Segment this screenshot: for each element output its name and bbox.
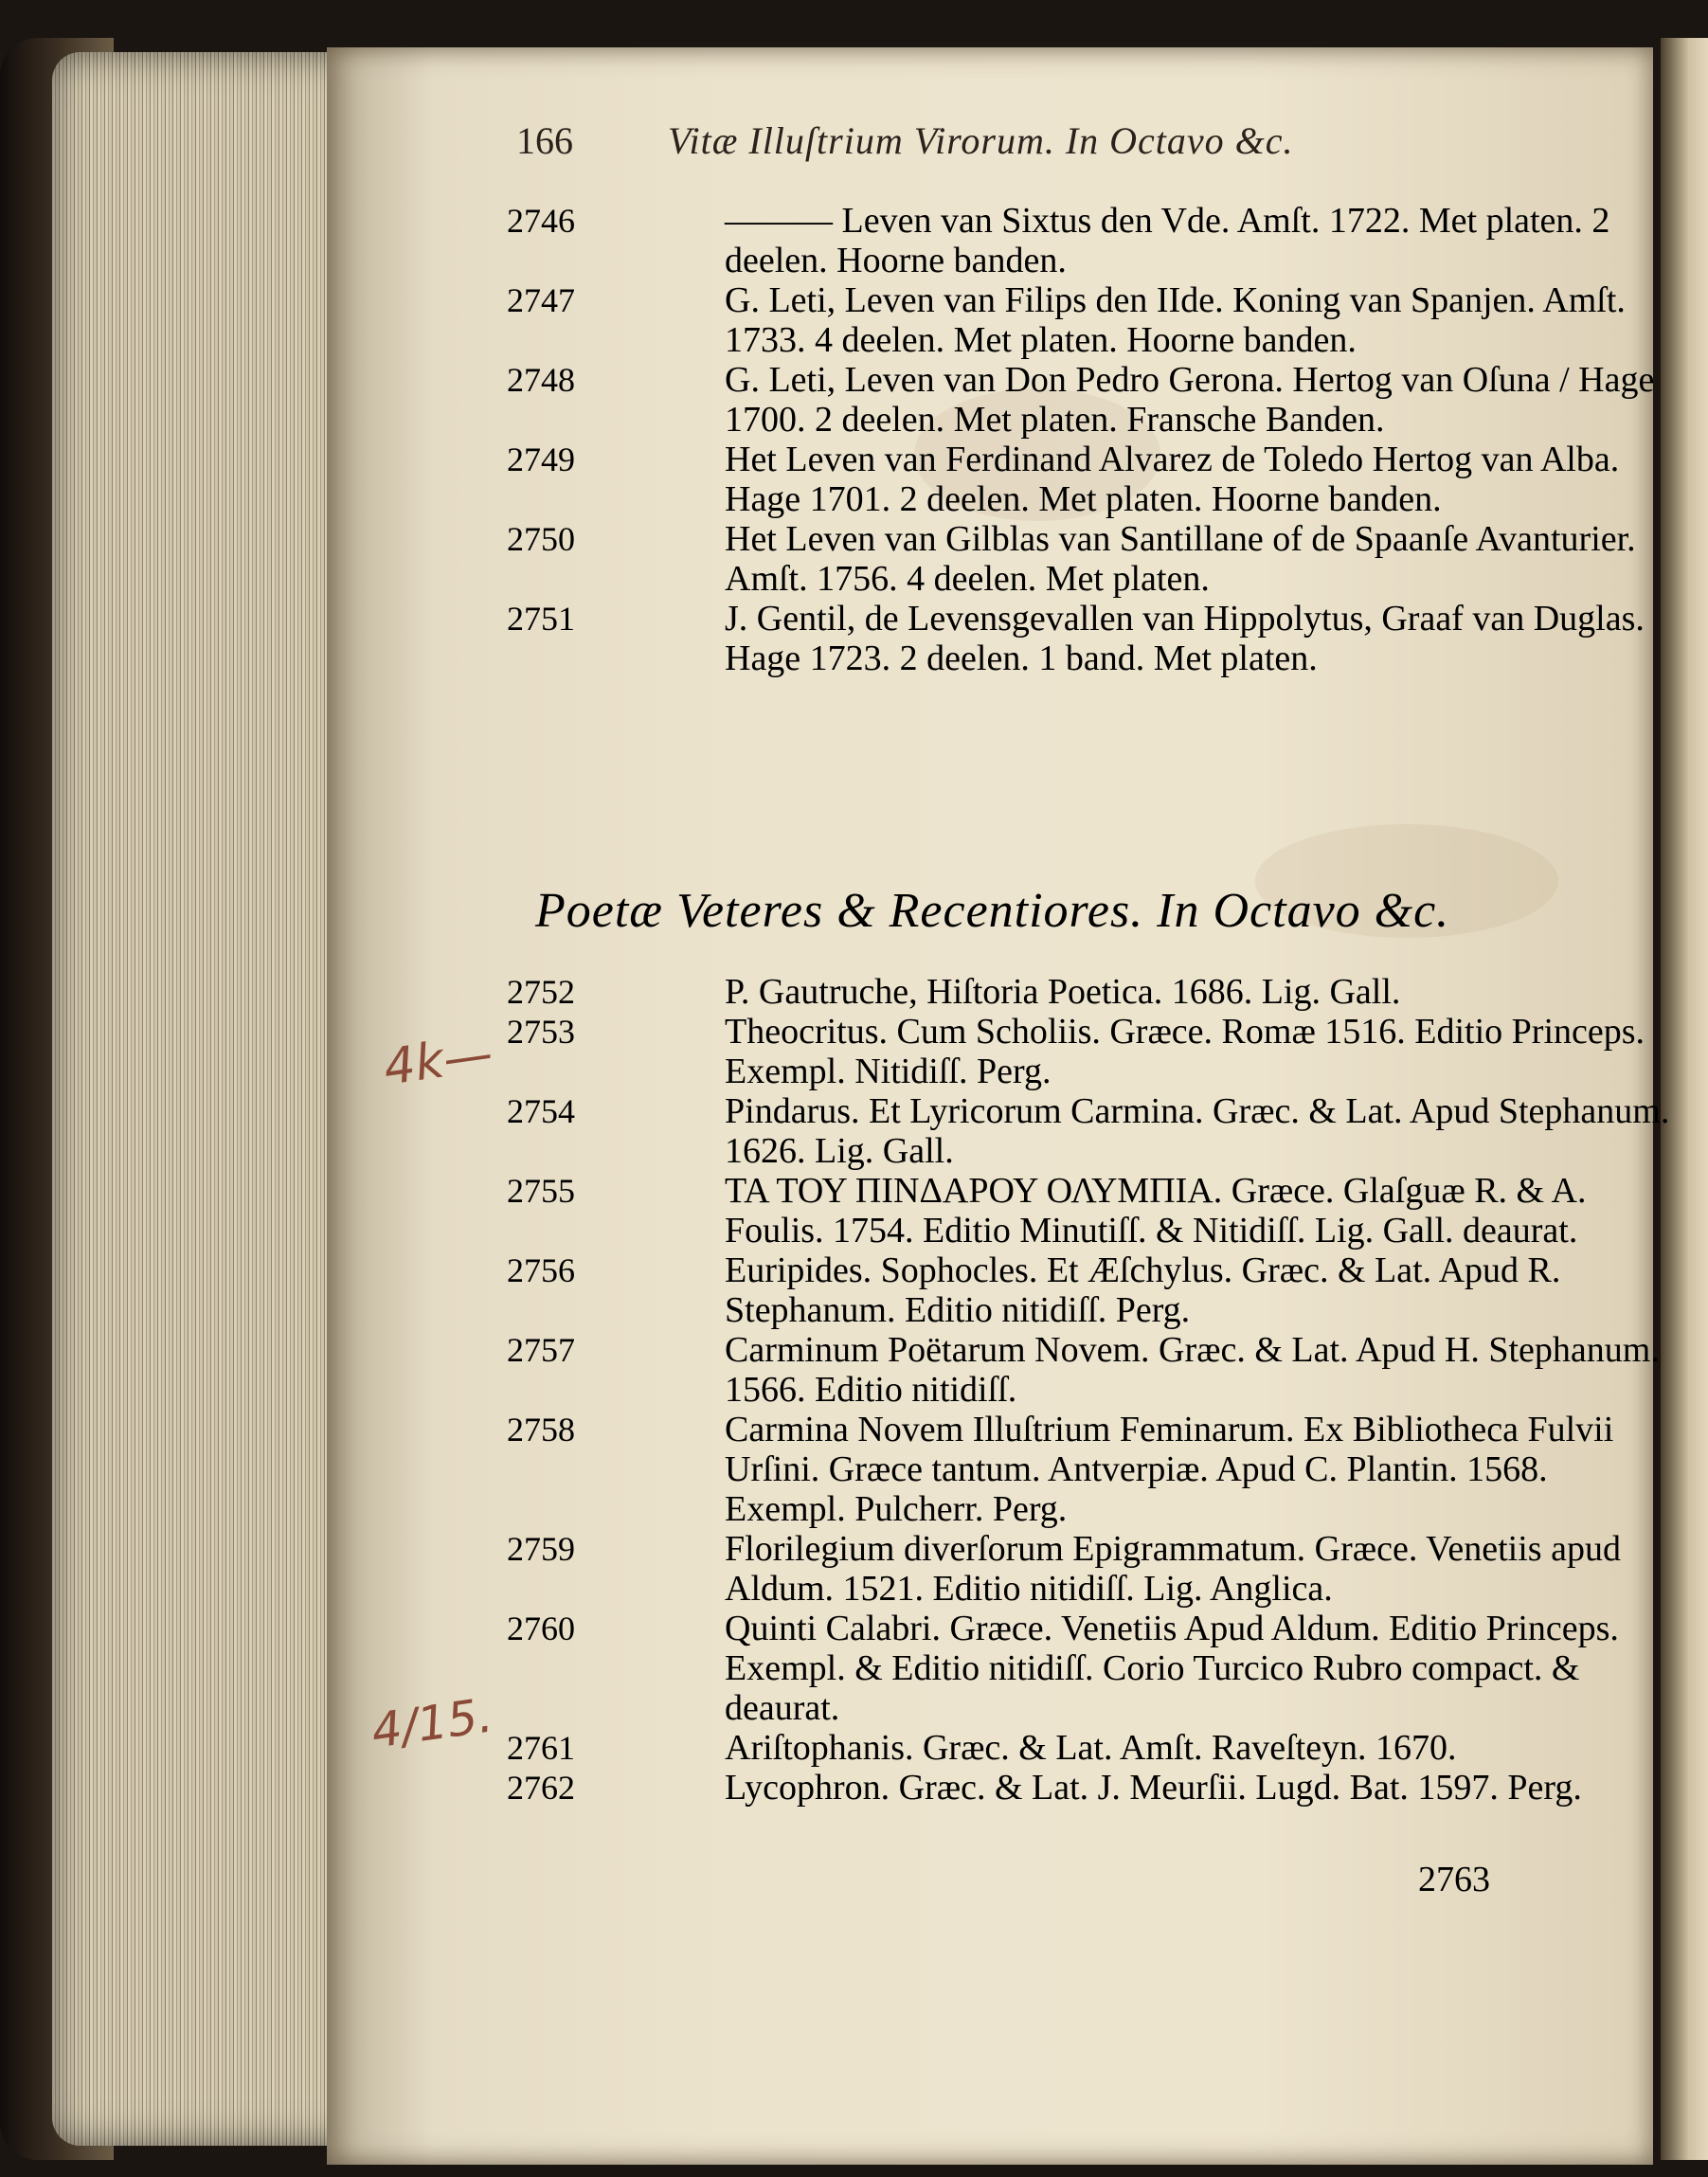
catalog-entry <box>507 201 1634 280</box>
catalog-entry <box>507 1250 1634 1330</box>
entry-number: 2752 <box>507 973 575 1011</box>
catalog-entry <box>507 519 1636 599</box>
page-content <box>194 118 1520 179</box>
entry-number: 2758 <box>507 1411 575 1448</box>
entry-number: 2746 <box>507 202 575 240</box>
entry-text: Florilegium diverſorum Epigrammatum. Græce. Venetiis apud Aldum. 1521. Editio nitidiſſ. Lig. Anglica. <box>725 1529 1621 1609</box>
entry-number: 2750 <box>507 520 575 558</box>
entry-number: 2760 <box>507 1610 575 1647</box>
entry-text: Het Leven van Gilblas van Santillane of de Spaanſe Avanturier. Amſt. 1756. 4 deelen. Met platen. <box>725 519 1636 599</box>
entry-number: 2754 <box>507 1092 575 1130</box>
entry-text: ——— Leven van Sixtus den Vde. Amſt. 1722. Met platen. 2 deelen. Hoorne banden. <box>725 201 1610 280</box>
entry-number: 2755 <box>507 1172 575 1210</box>
catalog-entry <box>507 1171 1634 1250</box>
entry-number: 2749 <box>507 441 575 478</box>
catalog-entry <box>507 1012 1645 1091</box>
catalog-entry <box>507 1728 1634 1768</box>
entry-text: Carminum Poëtarum Novem. Græc. & Lat. Apud H. Stephanum. 1566. Editio nitidiſſ. <box>725 1330 1660 1410</box>
entry-text: ΤΑ ΤΟΥ ΠΙΝΔΑΡΟΥ ΟΛΥΜΠΙΑ. Græce. Glaſguæ R. & A. Foulis. 1754. Editio Minutiſſ. & Nitidiſſ. Lig. Gall. deaurat. <box>725 1171 1587 1250</box>
entry-number: 2747 <box>507 281 575 319</box>
entry-number: 2759 <box>507 1530 575 1568</box>
entry-number: 2762 <box>507 1769 575 1807</box>
entry-number: 2757 <box>507 1331 575 1369</box>
page-number: 166 <box>516 119 573 162</box>
entry-number: 2751 <box>507 600 575 638</box>
catalog-entry <box>507 1768 1634 1808</box>
catalog-entry <box>507 972 1634 1012</box>
entry-number: 2753 <box>507 1013 575 1051</box>
pencil-margin-note: 4k— <box>380 1025 496 1097</box>
running-head <box>194 118 1520 179</box>
catchword: 2763 <box>1418 1860 1490 1899</box>
catalog-entry <box>507 440 1634 519</box>
pencil-margin-note: 4/15. <box>368 1687 496 1759</box>
catalog-entry <box>507 1609 1634 1728</box>
catalog-entry <box>507 280 1634 360</box>
entry-text: Quinti Calabri. Græce. Venetiis Apud Aldum. Editio Princeps. Exempl. & Editio nitidiſſ. Corio Turcico Rubro compact. & deaurat. <box>725 1609 1619 1728</box>
catalog-entry <box>507 1529 1634 1609</box>
running-head-title: Vitæ Illuſtrium Virorum. In Octavo &c. <box>668 119 1294 162</box>
entries-vitae <box>507 201 1655 678</box>
entry-text: P. Gautruche, Hiſtoria Poetica. 1686. Lig. Gall. <box>725 972 1401 1012</box>
entry-text: Euripides. Sophocles. Et Æſchylus. Græc. & Lat. Apud R. Stephanum. Editio nitidiſſ. Perg. <box>725 1250 1561 1330</box>
entries-poetae <box>507 972 1670 1808</box>
catalog-entry <box>507 1330 1660 1410</box>
entry-text: Carmina Novem Illuſtrium Feminarum. Ex Bibliotheca Fulvii Urſini. Græce tantum. Antverpiæ. Apud C. Plantin. 1568. Exempl. Pulcherr. Perg. <box>725 1410 1614 1529</box>
entry-text: Het Leven van Ferdinand Alvarez de Toledo Hertog van Alba. Hage 1701. 2 deelen. Met platen. Hoorne banden. <box>725 440 1620 519</box>
entry-text: Ariſtophanis. Græc. & Lat. Amſt. Raveſteyn. 1670. <box>725 1728 1457 1768</box>
catalog-entry <box>507 599 1645 678</box>
entry-number: 2756 <box>507 1251 575 1289</box>
section-heading: Poetæ Veteres & Recentiores. In Octavo &c. <box>535 884 1450 938</box>
catalog-entry <box>507 360 1655 440</box>
catalog-entry <box>507 1410 1634 1529</box>
page-edges <box>52 52 365 2146</box>
entry-text: J. Gentil, de Levensgevallen van Hippolytus, Graaf van Duglas. Hage 1723. 2 deelen. 1 band. Met platen. <box>725 599 1645 678</box>
catalog-entry <box>507 1091 1670 1171</box>
entry-text: G. Leti, Leven van Filips den IIde. Koning van Spanjen. Amſt. 1733. 4 deelen. Met platen. Hoorne banden. <box>725 280 1626 360</box>
entry-text: G. Leti, Leven van Don Pedro Gerona. Hertog van Oſuna / Hage 1700. 2 deelen. Met platen. Fransche Banden. <box>725 360 1655 440</box>
entry-text: Pindarus. Et Lyricorum Carmina. Græc. & Lat. Apud Stephanum. 1626. Lig. Gall. <box>725 1091 1670 1171</box>
entry-number: 2761 <box>507 1729 575 1767</box>
entry-text: Theocritus. Cum Scholiis. Græce. Romæ 1516. Editio Princeps. Exempl. Nitidiſſ. Perg. <box>725 1012 1645 1091</box>
entry-text: Lycophron. Græc. & Lat. J. Meurſii. Lugd. Bat. 1597. Perg. <box>725 1768 1582 1808</box>
entry-number: 2748 <box>507 361 575 399</box>
